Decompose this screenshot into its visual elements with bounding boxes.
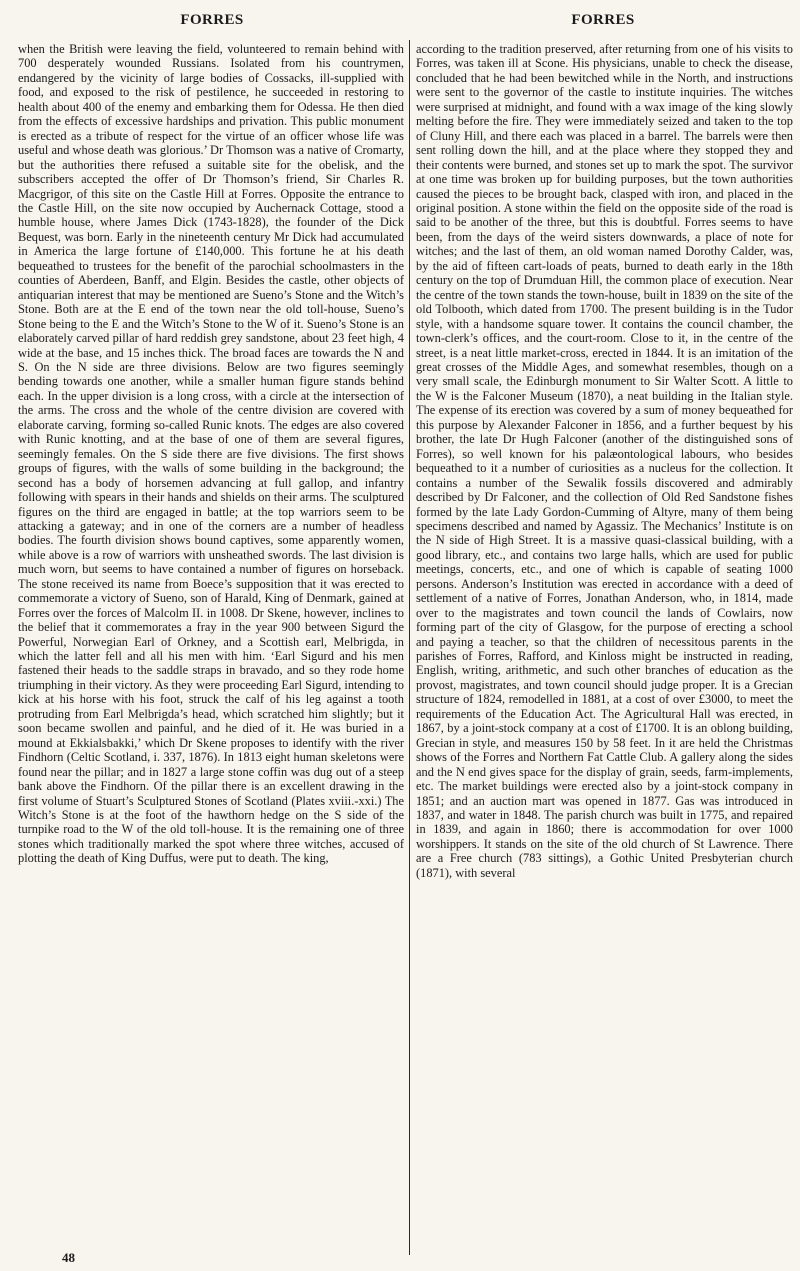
- column-divider: [409, 40, 410, 1255]
- text-column-left: [18, 42, 404, 866]
- running-head-left: FORRES: [180, 12, 244, 28]
- column-left-text: when the British were leaving the field, volunteered to remain behind with 700 desperately wounded Russians. Isolated from his countrymen, endangered by the vicinity of large bodies of Cossacks, ill-supplied with food, and exposed to the risk of pestilence, he succeeded in restoring to health about 400 of the enemy and embarking them for Odessa. He then died from the effects of excessive hardships and privation. This public monument is erected as a tribute of respect for the virtue of an officer whose life was useful and whose death was glorious.’ Dr Thomson was a native of Cromarty, but the authorities there refused a suitable site for the obelisk, and the subscribers accepted the offer of Dr Thomson’s friend, Sir Charles R. Macgrigor, of this site on the Castle Hill at Forres. Opposite the entrance to the Castle Hill, on the site now occupied by Auchernack Cottage, stood a humble house, where James Dick (1743-1828), the founder of the Dick Bequest, was born. Early in the nineteenth century Mr Dick had accumulated in America the large fortune of £140,000. This fortune he at his death bequeathed to trustees for the benefit of the parochial schoolmasters in the counties of Aberdeen, Banff, and Elgin. Besides the castle, other objects of antiquarian interest that may be mentioned are Sueno’s Stone and the Witch’s Stone. Both are at the E end of the town near the old toll-house, Sueno’s Stone being to the E and the Witch’s Stone to the W of it. Sueno’s Stone is an elaborately carved pillar of hard reddish grey sandstone, about 23 feet high, 4 wide at the base, and 15 inches thick. The broad faces are towards the N and S. On the N side are three divisions. Below are two figures seemingly bending towards one another, while a smaller human figure stands behind each. In the upper division is a long cross, with a circle at the intersection of the arms. The cross and the whole of the centre division are covered with elaborate carving, forming so-called Runic knots. The edges are also covered with Runic knotting, and at the base of one of them are several figures, seemingly females. On the S side there are five divisions. The first shows groups of figures, with the walls of some building in the background; the second has a body of horsemen advancing at full gallop, and infantry following with spears in their hands and shields on their arms. The sculptured figures on the third are engaged in battle; at the top warriors seem to be attacking a gateway; and in one of the corners are a number of headless bodies. The fourth division shows bound captives, some apparently women, while above is a row of warriors with unsheathed swords. The last division is much worn, but seems to have contained a number of figures on horseback. The stone received its name from Boece’s supposition that it was erected to commemorate a victory of Sueno, son of Harald, King of Denmark, gained at Forres over the forces of Malcolm II. in 1008. Dr Skene, however, inclines to the belief that it commemorates a fray in the year 900 between Sigurd the Powerful, Norwegian Earl of Orkney, and a Scottish earl, Melbrigda, in which the latter fell and all his men with him. ‘Earl Sigurd and his men fastened their heads to the saddle straps in bravado, and so they rode home triumphing in their victory. As they were proceeding Earl Sigurd, intending to kick at his horse with his foot, struck the calf of his leg against a tooth protruding from Earl Melbrigda’s head, which scratched him slightly; but it soon became swollen and painful, and he died of it. He was buried in a mound at Ekkialsbakki,’ which Dr Skene proposes to identify with the river Findhorn (Celtic Scotland, i. 337, 1876). In 1813 eight human skeletons were found near the pillar; and in 1827 a large stone coffin was dug out of a steep bank above the Findhorn. Of the pillar there is an excellent drawing in the first volume of Stuart’s Sculptured Stones of Scotland (Plates xviii.-xxi.) The Witch’s Stone is at the foot of the hawthorn hedge on the S side of the turnpike road to the W of the old toll-house. It is the remaining one of three stones which traditionally marked the spot where three witches, accused of plotting the death of King Duffus, were put to death. The king,: [18, 42, 404, 866]
- running-head-right: FORRES: [571, 12, 635, 28]
- column-right-text: according to the tradition preserved, after returning from one of his visits to Forres, was taken ill at Scone. His physicians, unable to check the disease, concluded that he had been bewitched while in the North, and instructions were sent to the governor of the castle to institute inquiries. The witches were surprised at midnight, and found with a wax image of the king slowly melting before the fire. They were immediately seized and taken to the top of Cluny Hill, and there each was placed in a barrel. The barrels were then sent rolling down the hill, and at the place where they stopped they and their contents were burned, and stones set up to mark the spot. The survivor at one time was broken up for building purposes, but the town authorities caused the pieces to be brought back, clasped with iron, and placed in the original position. A stone within the field on the opposite side of the road is said to be another of the three, but this is doubtful. Forres seems to have been, from the days of the weird sisters downwards, a place of note for witches; and the last of them, an old woman named Dorothy Calder, was, by the aid of fifteen cart-loads of peats, burned to death early in the 18th century on the top of Drumduan Hill, the common place of execution. Near the centre of the town stands the town-house, built in 1839 on the site of the old Tolbooth, which dated from 1700. The present building is in the Tudor style, with a handsome square tower. It contains the council chamber, the town-clerk’s offices, and the court-room. Close to it, in the centre of the street, is a neat little market-cross, erected in 1844. It is an imitation of the great crosses of the Middle Ages, and somewhat resembles, though on a very small scale, the Edinburgh monument to Sir Walter Scott. A little to the W is the Falconer Museum (1870), a neat building in the Italian style. The expense of its erection was covered by a sum of money bequeathed for this purpose by Alexander Falconer in 1856, and a further bequest by his brother, the late Dr Hugh Falconer (another of the distinguished sons of Forres), so well known for his palæontological labours, who besides bequeathed to it a number of curiosities as a nucleus for the collection. It contains a number of the Sewalik fossils discovered and admirably described by Dr Falconer, and the collection of Old Red Sandstone fishes formed by the late Lady Gordon-Cumming of Altyre, many of them being specimens described and named by Agassiz. The Mechanics’ Institute is on the N side of High Street. It is a massive quasi-classical building, with a good library, etc., and contains two large halls, which are used for public meetings, concerts, etc., and one of which is capable of seating 1000 persons. Anderson’s Institution was erected in accordance with a deed of settlement of a native of Forres, Jonathan Anderson, who, in 1814, made over to the magistrates and town council the lands of Cowlairs, now forming part of the city of Glasgow, for the purpose of erecting a school and paying a teacher, so that the children of necessitous parents in the parishes of Forres, Rafford, and Kinloss might be instructed in reading, English, writing, arithmetic, and such other branches of education as the provost, magistrates, and town council should judge proper. It is a Grecian structure of 1824, remodelled in 1881, at a cost of over £3000, to meet the requirements of the Education Act. The Agricultural Hall was erected, in 1867, by a joint-stock company at a cost of £1700. It is an oblong building, Grecian in style, and measures 150 by 58 feet. In it are held the Christmas shows of the Forres and Northern Fat Cattle Club. A gallery along the sides and the N end gives space for the display of grain, seeds, farm-implements, etc. The market buildings were erected also by a joint-stock company in 1851; and an auction mart was opened in 1877. Gas was introduced in 1837, and water in 1848. The parish church was built in 1775, and repaired in 1839, and again in 1860; there is accommodation for over 1000 worshippers. It stands on the site of the old church of St Lawrence. There are a Free church (783 sittings), a Gothic United Presbyterian church (1871), with several: [416, 42, 793, 880]
- page-number: 48: [62, 1250, 75, 1265]
- text-column-right: [416, 42, 793, 880]
